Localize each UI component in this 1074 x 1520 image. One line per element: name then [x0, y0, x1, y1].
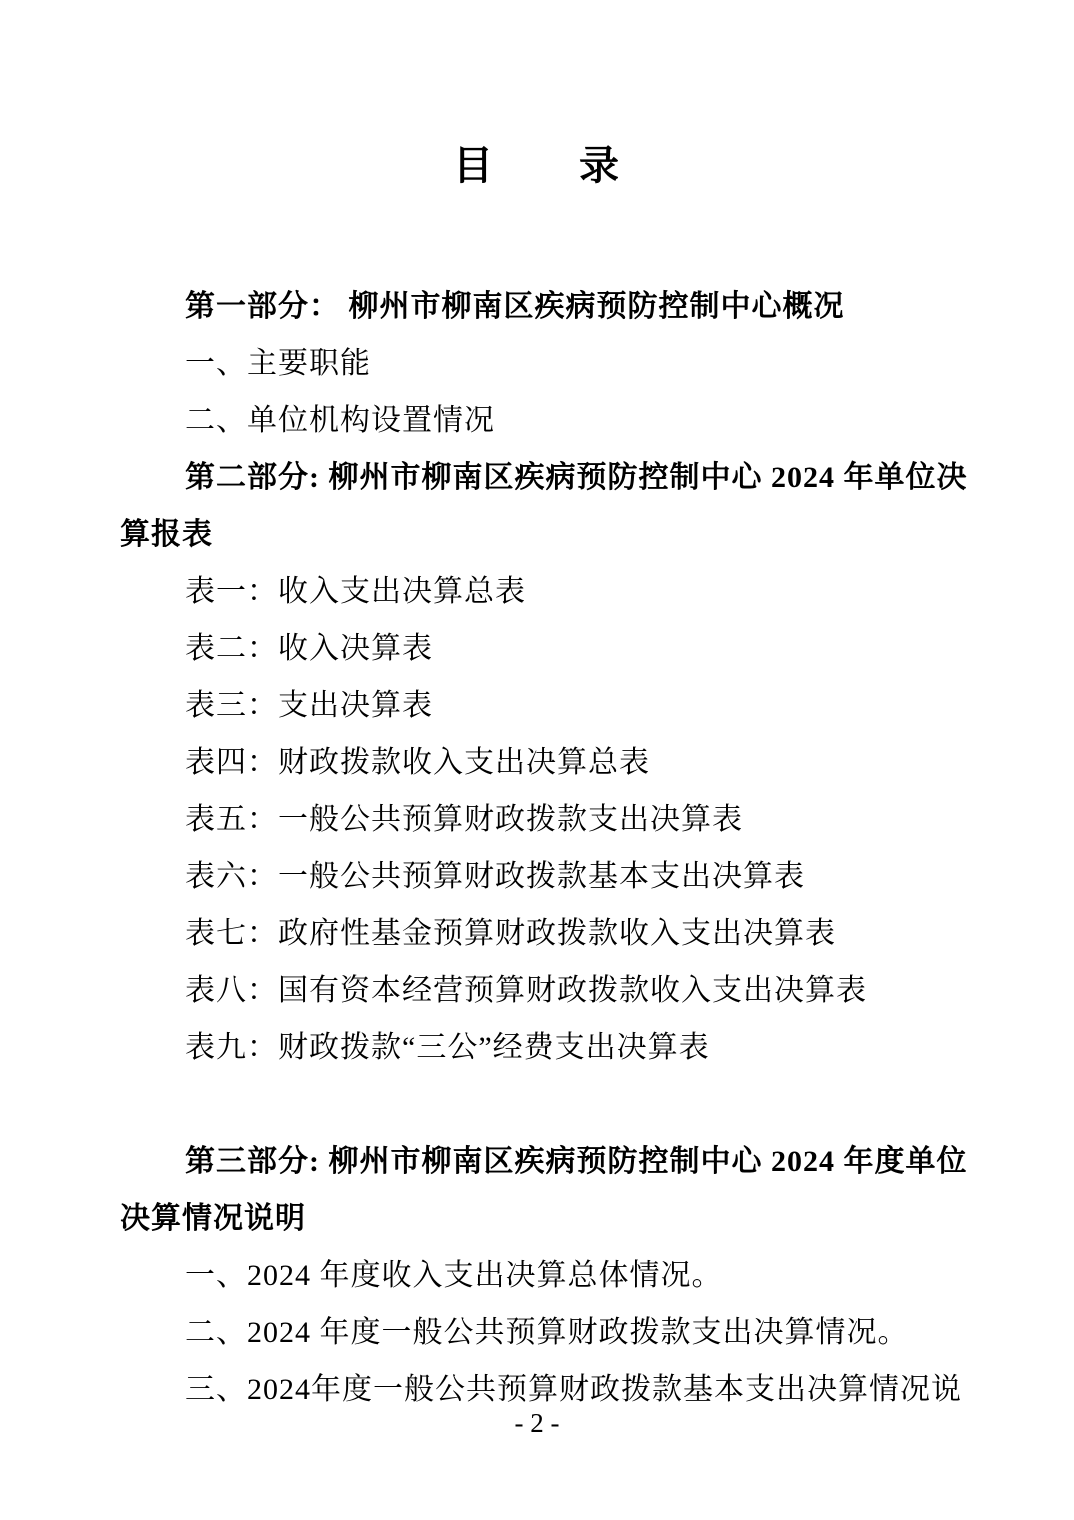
toc-item-line: 表七：政府性基金预算财政拨款收入支出决算表 [185, 917, 836, 950]
toc-item-line: 一、主要职能 [185, 347, 371, 380]
toc-section-heading-line: 第三部分: 柳州市柳南区疾病预防控制中心 2024 年度单位 [185, 1145, 968, 1178]
page-number: - 2 - [514, 1408, 560, 1438]
toc-item-line: 表二：收入决算表 [185, 632, 433, 665]
toc-item-line: 表三：支出决算表 [185, 689, 433, 722]
toc-item-line: 一、2024 年度收入支出决算总体情况。 [185, 1259, 723, 1292]
toc-item-line: 表五：一般公共预算财政拨款支出决算表 [185, 803, 743, 836]
toc-section-heading-line: 决算情况说明 [120, 1202, 306, 1235]
toc-item-line: 表六：一般公共预算财政拨款基本支出决算表 [185, 860, 805, 893]
toc-item-line: 表九：财政拨款“三公”经费支出决算表 [185, 1031, 710, 1064]
toc-item-line: 表四：财政拨款收入支出决算总表 [185, 746, 650, 779]
toc-section-heading-line: 第一部分： 柳州市柳南区疾病预防控制中心概况 [185, 290, 845, 323]
toc-item-line: 二、2024 年度一般公共预算财政拨款支出决算情况。 [185, 1316, 909, 1349]
toc-item-line: 三、2024年度一般公共预算财政拨款基本支出决算情况说 [185, 1373, 962, 1406]
toc-item-line: 二、单位机构设置情况 [185, 404, 495, 437]
toc-spacer [120, 1076, 930, 1133]
toc-item-line: 表八：国有资本经营预算财政拨款收入支出决算表 [185, 974, 867, 1007]
page-title: 目 录 [453, 143, 621, 188]
toc-section-heading-line: 算报表 [120, 518, 213, 551]
toc-item-line: 表一：收入支出决算总表 [185, 575, 526, 608]
toc-section-heading-line: 第二部分: 柳州市柳南区疾病预防控制中心 2024 年单位决 [185, 461, 968, 494]
toc-list [120, 278, 968, 1418]
